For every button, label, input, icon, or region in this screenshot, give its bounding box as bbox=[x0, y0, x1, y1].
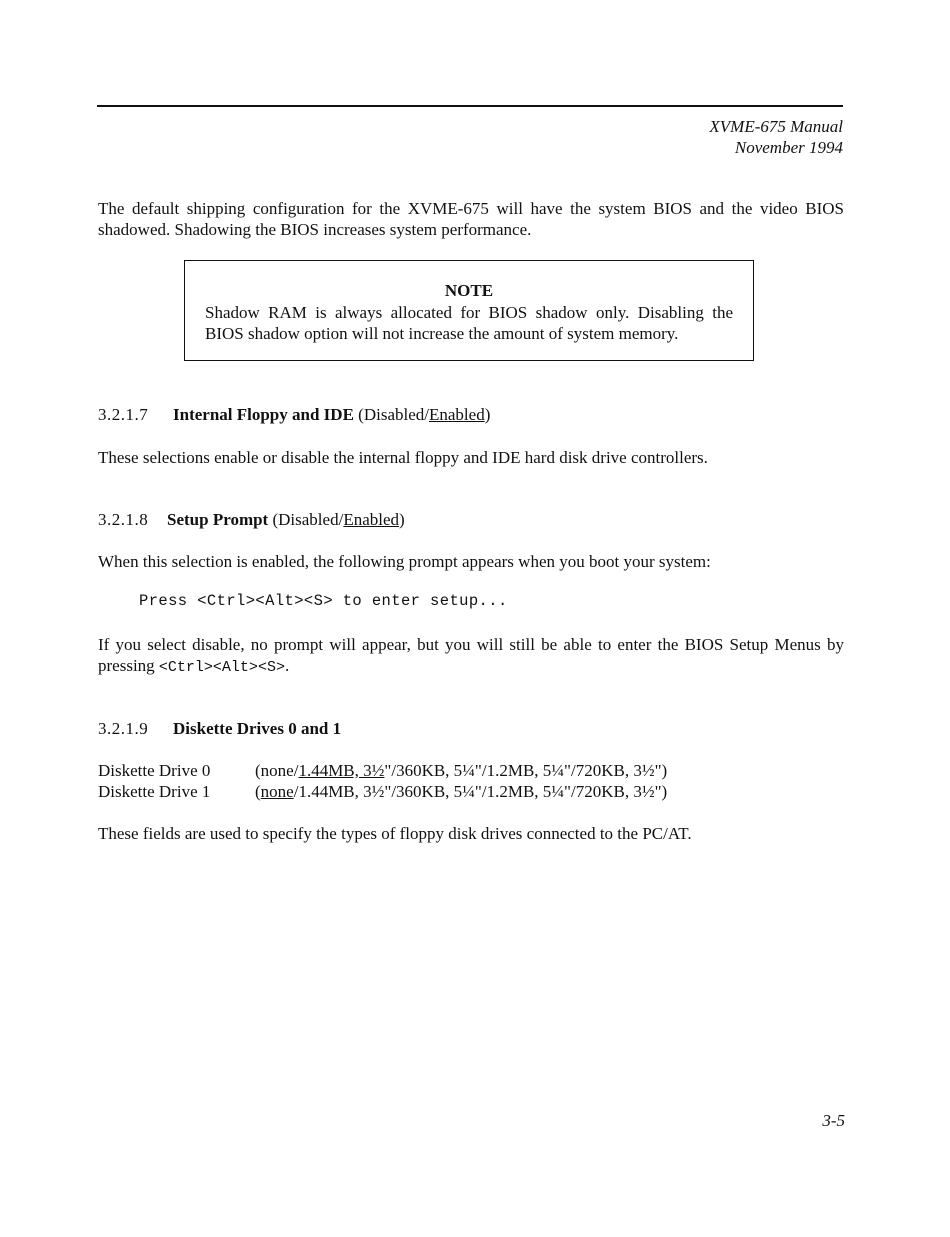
setup-prompt-code: Press <Ctrl><Alt><S> to enter setup... bbox=[139, 592, 508, 610]
drive-options-pre: ( bbox=[255, 782, 261, 801]
drive-options-default: 1.44MB, 3½ bbox=[298, 761, 385, 780]
drive-options-post: "/360KB, 5¼"/1.2MB, 5¼"/720KB, 3½") bbox=[384, 761, 668, 780]
section-body-3217: These selections enable or disable the internal floppy and IDE hard disk drive controllers. bbox=[98, 448, 708, 467]
section-number: 3.2.1.7 bbox=[98, 405, 149, 424]
section-options-default: Enabled bbox=[429, 405, 485, 424]
section-title: Internal Floppy and IDE bbox=[173, 405, 354, 424]
section-options-default: Enabled bbox=[343, 510, 400, 529]
drive-options bbox=[255, 761, 667, 781]
manual-title: XVME-675 Manual bbox=[709, 117, 843, 136]
drive-label: Diskette Drive 1 bbox=[98, 782, 211, 801]
drive-options-default: none bbox=[260, 782, 294, 801]
section-number: 3.2.1.9 bbox=[98, 719, 149, 738]
section-body-3219: These fields are used to specify the types of floppy disk drives connected to the PC/AT. bbox=[98, 824, 692, 843]
disable-prompt-text: If you select disable, no prompt will appear, but you will still be able to enter the BIOS Setup Menus by pressing bbox=[98, 635, 844, 675]
section-body-3218: When this selection is enabled, the following prompt appears when you boot your system: bbox=[98, 552, 711, 571]
note-box bbox=[184, 260, 754, 361]
drive-options-pre: (none/ bbox=[255, 761, 299, 780]
section-options-suffix: ) bbox=[484, 405, 491, 424]
note-body: Shadow RAM is always allocated for BIOS shadow only. Disabling the BIOS shadow option will not increase the amount of system memory. bbox=[205, 303, 733, 343]
header-date: November 1994 bbox=[734, 138, 843, 157]
note-title: NOTE bbox=[444, 281, 494, 300]
key-combo: <Ctrl><Alt><S> bbox=[158, 659, 285, 676]
section-options-prefix: (Disabled/ bbox=[268, 510, 344, 529]
section-options-suffix: ) bbox=[399, 510, 405, 529]
intro-paragraph: The default shipping configuration for the XVME-675 will have the system BIOS and the video BIOS shadowed. Shadowing the BIOS increases system performance. bbox=[98, 199, 844, 239]
page-number: 3-5 bbox=[822, 1111, 845, 1130]
section-options-prefix: (Disabled/ bbox=[353, 405, 429, 424]
disable-prompt-paragraph bbox=[98, 634, 844, 678]
drive-label: Diskette Drive 0 bbox=[98, 761, 211, 780]
disable-prompt-end: . bbox=[284, 656, 290, 675]
section-heading-3219 bbox=[98, 719, 341, 739]
section-title: Setup Prompt bbox=[167, 510, 269, 529]
header-rule bbox=[97, 105, 843, 107]
drive-options-post: /1.44MB, 3½"/360KB, 5¼"/1.2MB, 5¼"/720KB, 3½") bbox=[293, 782, 668, 801]
drive-options bbox=[255, 782, 667, 802]
section-number: 3.2.1.8 bbox=[98, 510, 149, 529]
section-title: Diskette Drives 0 and 1 bbox=[173, 719, 342, 738]
section-heading-3218 bbox=[98, 510, 405, 530]
section-heading-3217 bbox=[98, 405, 490, 425]
